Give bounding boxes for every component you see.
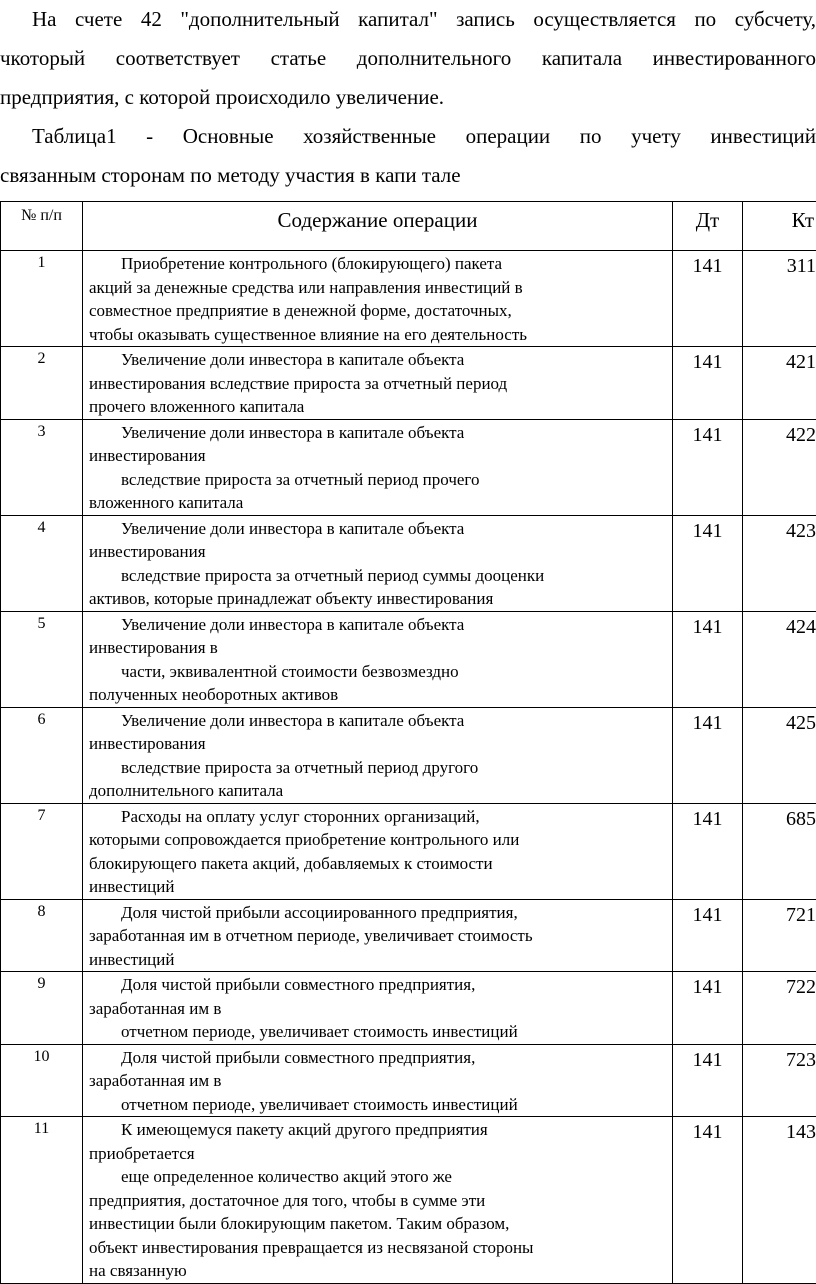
row-number: 8 bbox=[1, 899, 83, 972]
operation-line: инвестиции были блокирующим пакетом. Таким образом, bbox=[89, 1212, 668, 1236]
operation-line: приобретается bbox=[89, 1142, 668, 1166]
operation-line: еще определенное количество акций этого же bbox=[89, 1165, 668, 1189]
debit-account: 141 bbox=[673, 1117, 743, 1284]
table-row bbox=[1, 611, 816, 707]
row-number: 7 bbox=[1, 803, 83, 899]
credit-account: 423 bbox=[743, 515, 816, 611]
operation-content bbox=[83, 1117, 673, 1284]
operation-line: К имеющемуся пакету акций другого предприятия bbox=[89, 1118, 668, 1142]
operation-content bbox=[83, 707, 673, 803]
operation-content bbox=[83, 251, 673, 347]
operation-content bbox=[83, 419, 673, 515]
operation-line: Увеличение доли инвестора в капитале объекта bbox=[89, 421, 668, 445]
operation-line: чтобы оказывать существенное влияние на его деятельность bbox=[89, 323, 668, 347]
credit-account: 685 bbox=[743, 803, 816, 899]
operation-line: вследствие прироста за отчетный период другого bbox=[89, 756, 668, 780]
operation-line: совместное предприятие в денежной форме, достаточных, bbox=[89, 299, 668, 323]
credit-account: 722 bbox=[743, 972, 816, 1045]
credit-account: 143 bbox=[743, 1117, 816, 1284]
operation-line: предприятия, достаточное для того, чтобы в сумме эти bbox=[89, 1189, 668, 1213]
row-number: 2 bbox=[1, 347, 83, 420]
intro-line: На счете 42 "дополнительный капитал" запись осуществляется по субсчету, bbox=[0, 0, 816, 39]
table-header-row bbox=[1, 202, 816, 251]
table-row bbox=[1, 707, 816, 803]
operation-content bbox=[83, 515, 673, 611]
header-kt: Кт bbox=[743, 202, 816, 251]
row-number: 1 bbox=[1, 251, 83, 347]
operation-line: на связанную bbox=[89, 1259, 668, 1283]
debit-account: 141 bbox=[673, 803, 743, 899]
operation-line: Увеличение доли инвестора в капитале объекта bbox=[89, 613, 668, 637]
credit-account: 721 bbox=[743, 899, 816, 972]
table-row bbox=[1, 251, 816, 347]
operation-line: активов, которые принадлежат объекту инвестирования bbox=[89, 587, 668, 611]
operation-line: заработанная им в bbox=[89, 997, 668, 1021]
operation-line: инвестирования bbox=[89, 540, 668, 564]
credit-account: 311 bbox=[743, 251, 816, 347]
operation-line: Расходы на оплату услуг сторонних организаций, bbox=[89, 805, 668, 829]
operation-line: вложенного капитала bbox=[89, 491, 668, 515]
operation-line: вследствие прироста за отчетный период суммы дооценки bbox=[89, 564, 668, 588]
operation-content bbox=[83, 347, 673, 420]
operation-line: отчетном периоде, увеличивает стоимость инвестиций bbox=[89, 1093, 668, 1117]
operation-line: инвестирования bbox=[89, 444, 668, 468]
table-row bbox=[1, 803, 816, 899]
operation-content bbox=[83, 1044, 673, 1117]
row-number: 5 bbox=[1, 611, 83, 707]
operation-content bbox=[83, 899, 673, 972]
intro-line: предприятия, с которой происходило увеличение. bbox=[0, 78, 816, 117]
debit-account: 141 bbox=[673, 611, 743, 707]
operation-line: Увеличение доли инвестора в капитале объекта bbox=[89, 517, 668, 541]
operation-line: Доля чистой прибыли совместного предприятия, bbox=[89, 1046, 668, 1070]
debit-account: 141 bbox=[673, 1044, 743, 1117]
debit-account: 141 bbox=[673, 899, 743, 972]
debit-account: 141 bbox=[673, 515, 743, 611]
operation-line: блокирующего пакета акций, добавляемых к стоимости bbox=[89, 852, 668, 876]
operation-line: инвестирования вследствие прироста за отчетный период bbox=[89, 372, 668, 396]
table-row bbox=[1, 419, 816, 515]
operation-line: инвестирования bbox=[89, 732, 668, 756]
operation-line: дополнительного капитала bbox=[89, 779, 668, 803]
intro-paragraph bbox=[0, 0, 816, 117]
table-row bbox=[1, 972, 816, 1045]
credit-account: 425 bbox=[743, 707, 816, 803]
intro-line: чкоторый соответствует статье дополнительного капитала инвестированного bbox=[0, 39, 816, 78]
table-row bbox=[1, 515, 816, 611]
header-num: № п/п bbox=[1, 202, 83, 251]
debit-account: 141 bbox=[673, 419, 743, 515]
operation-content bbox=[83, 972, 673, 1045]
operation-line: Увеличение доли инвестора в капитале объекта bbox=[89, 709, 668, 733]
table-body bbox=[1, 251, 816, 1284]
operation-line: Доля чистой прибыли ассоциированного предприятия, bbox=[89, 901, 668, 925]
caption-line: Таблица1 - Основные хозяйственные операции по учету инвестиций bbox=[0, 117, 816, 156]
operations-table bbox=[0, 201, 816, 1284]
credit-account: 424 bbox=[743, 611, 816, 707]
operation-line: вследствие прироста за отчетный период прочего bbox=[89, 468, 668, 492]
row-number: 6 bbox=[1, 707, 83, 803]
table-caption bbox=[0, 117, 816, 195]
credit-account: 723 bbox=[743, 1044, 816, 1117]
table-row bbox=[1, 1044, 816, 1117]
debit-account: 141 bbox=[673, 707, 743, 803]
row-number: 4 bbox=[1, 515, 83, 611]
row-number: 9 bbox=[1, 972, 83, 1045]
operation-line: инвестиций bbox=[89, 948, 668, 972]
operation-line: инвестирования в bbox=[89, 636, 668, 660]
operation-line: акций за денежные средства или направления инвестиций в bbox=[89, 276, 668, 300]
row-number: 11 bbox=[1, 1117, 83, 1284]
debit-account: 141 bbox=[673, 347, 743, 420]
operation-line: части, эквивалентной стоимости безвозмездно bbox=[89, 660, 668, 684]
row-number: 3 bbox=[1, 419, 83, 515]
operation-line: отчетном периоде, увеличивает стоимость инвестиций bbox=[89, 1020, 668, 1044]
debit-account: 141 bbox=[673, 251, 743, 347]
operation-line: полученных необоротных активов bbox=[89, 683, 668, 707]
credit-account: 422 bbox=[743, 419, 816, 515]
operation-line: заработанная им в отчетном периоде, увеличивает стоимость bbox=[89, 924, 668, 948]
operation-line: заработанная им в bbox=[89, 1069, 668, 1093]
operation-line: Увеличение доли инвестора в капитале объекта bbox=[89, 348, 668, 372]
operation-line: Доля чистой прибыли совместного предприятия, bbox=[89, 973, 668, 997]
header-content: Содержание операции bbox=[83, 202, 673, 251]
operation-line: которыми сопровождается приобретение контрольного или bbox=[89, 828, 668, 852]
operation-line: инвестиций bbox=[89, 875, 668, 899]
table-row bbox=[1, 899, 816, 972]
operation-line: Приобретение контрольного (блокирующего) пакета bbox=[89, 252, 668, 276]
caption-line: связанным сторонам по методу участия в капи тале bbox=[0, 156, 816, 195]
operation-content bbox=[83, 803, 673, 899]
table-row bbox=[1, 347, 816, 420]
table-row bbox=[1, 1117, 816, 1284]
header-dt: Дт bbox=[673, 202, 743, 251]
operation-content bbox=[83, 611, 673, 707]
row-number: 10 bbox=[1, 1044, 83, 1117]
operation-line: прочего вложенного капитала bbox=[89, 395, 668, 419]
credit-account: 421 bbox=[743, 347, 816, 420]
debit-account: 141 bbox=[673, 972, 743, 1045]
operation-line: объект инвестирования превращается из несвязаной стороны bbox=[89, 1236, 668, 1260]
